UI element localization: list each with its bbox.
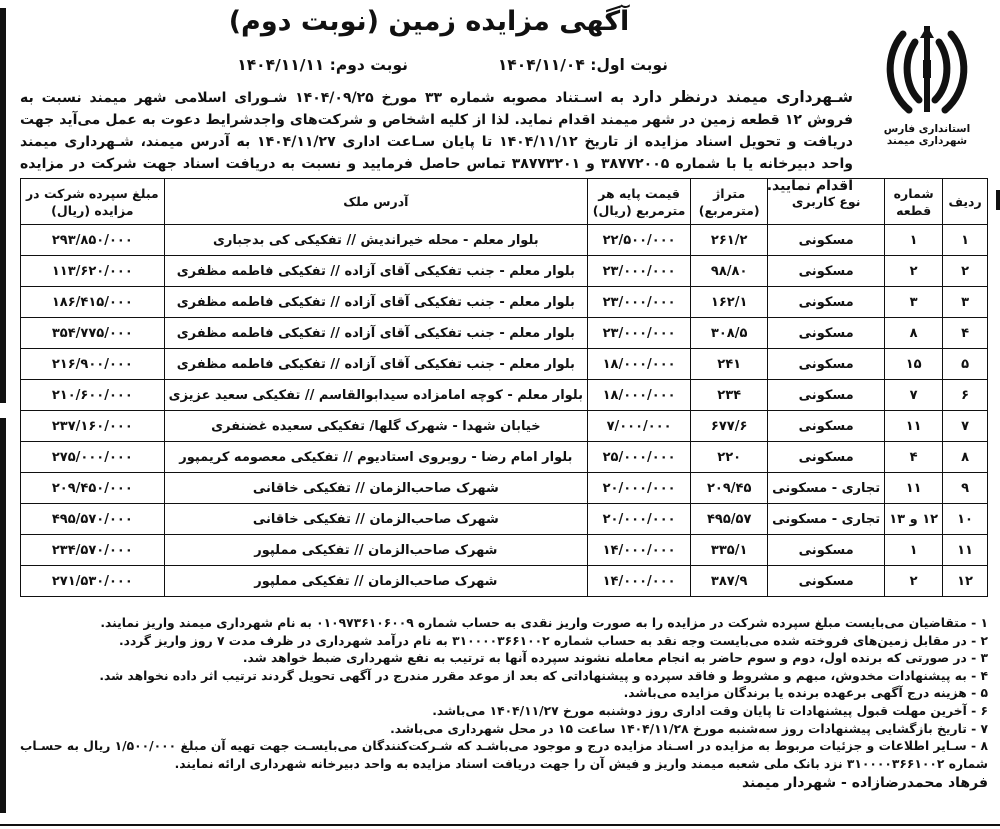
cell-area: ۲۶۱/۲ xyxy=(691,225,768,256)
cell-usage: تجاری - مسکونی xyxy=(768,504,885,535)
cell-usage: مسکونی xyxy=(768,225,885,256)
cell-area: ۶۷۷/۶ xyxy=(691,411,768,442)
cell-parcel: ۳ xyxy=(885,287,943,318)
condition-item: ۳ - در صورتی که برنده اول، دوم و سوم حاضر به انجام معامله نشوند سپرده آنها به ترتیب به نفع شهرداری ضبط خواهد شد. xyxy=(242,651,988,666)
notice-title: آگهی مزایده زمین (نوبت دوم) xyxy=(228,6,630,37)
left-border-bar xyxy=(0,8,6,403)
table-row xyxy=(21,535,988,566)
publication-dates xyxy=(60,56,838,84)
conditions-list xyxy=(20,615,988,793)
left-border-bar xyxy=(0,418,6,813)
cell-parcel: ۱۲ و ۱۳ xyxy=(885,504,943,535)
header-row-number: ردیف xyxy=(943,179,988,225)
header-address: آدرس ملک xyxy=(164,179,587,225)
cell-deposit: ۲۰۹/۴۵۰/۰۰۰ xyxy=(21,473,165,504)
emblem-caption-municipality: شهرداری میمند xyxy=(886,135,968,147)
cell-parcel: ۱۵ xyxy=(885,349,943,380)
table-row xyxy=(21,442,988,473)
table-header-row xyxy=(21,179,988,225)
cell-area: ۱۶۲/۱ xyxy=(691,287,768,318)
cell-area: ۹۸/۸۰ xyxy=(691,256,768,287)
cell-address: بلوار معلم - محله خیراندیش // تفکیکی کی بدجباری xyxy=(164,225,587,256)
cell-parcel: ۲ xyxy=(885,256,943,287)
cell-address: بلوار امام رضا - روبروی استادیوم // تفکیکی معصومه کریمپور xyxy=(164,442,587,473)
cell-deposit: ۴۹۵/۵۷۰/۰۰۰ xyxy=(21,504,165,535)
header-parcel-number: شماره قطعه xyxy=(885,179,943,225)
cell-address: خیابان شهدا - شهرک گلها/ تفکیکی سعیده غضنفری xyxy=(164,411,587,442)
right-edge-mark xyxy=(996,190,1000,210)
cell-deposit: ۱۱۳/۶۲۰/۰۰۰ xyxy=(21,256,165,287)
cell-row: ۳ xyxy=(943,287,988,318)
table-row xyxy=(21,256,988,287)
cell-deposit: ۲۹۳/۸۵۰/۰۰۰ xyxy=(21,225,165,256)
cell-price: ۱۸/۰۰۰/۰۰۰ xyxy=(588,380,691,411)
table-row xyxy=(21,349,988,380)
cell-area: ۴۹۵/۵۷ xyxy=(691,504,768,535)
condition-item: ۶ - آخرین مهلت قبول پیشنهادات تا پایان وقت اداری روز دوشنبه مورخ ۱۴۰۴/۱۱/۲۷ می‌باشد. xyxy=(432,703,988,718)
cell-usage: مسکونی xyxy=(768,535,885,566)
cell-price: ۱۴/۰۰۰/۰۰۰ xyxy=(588,566,691,597)
first-turn-date: نوبت اول: ۱۴۰۴/۱۱/۰۴ xyxy=(497,56,668,74)
cell-parcel: ۷ xyxy=(885,380,943,411)
cell-area: ۳۳۵/۱ xyxy=(691,535,768,566)
cell-deposit: ۲۱۶/۹۰۰/۰۰۰ xyxy=(21,349,165,380)
cell-address: شهرک صاحب‌الزمان // تفکیکی خاقانی xyxy=(164,473,587,504)
table-row xyxy=(21,411,988,442)
cell-row: ۱۱ xyxy=(943,535,988,566)
cell-price: ۱۴/۰۰۰/۰۰۰ xyxy=(588,535,691,566)
cell-usage: تجاری - مسکونی xyxy=(768,473,885,504)
table-row xyxy=(21,566,988,597)
cell-parcel: ۱۱ xyxy=(885,411,943,442)
cell-row: ۲ xyxy=(943,256,988,287)
cell-price: ۲۰/۰۰۰/۰۰۰ xyxy=(588,504,691,535)
cell-parcel: ۱ xyxy=(885,225,943,256)
cell-price: ۲۳/۰۰۰/۰۰۰ xyxy=(588,287,691,318)
table-row xyxy=(21,287,988,318)
cell-usage: مسکونی xyxy=(768,318,885,349)
cell-area: ۲۰۹/۴۵ xyxy=(691,473,768,504)
parcels-table xyxy=(20,178,988,597)
condition-item: ۸ - سـایر اطلاعات و جزئیات مربوط به مزایده در اسـناد مزایده درج و موجود می‌باشـد که شـرکت‌کنندگان می‌بایسـت جهت تهیه آن مبلغ ۱/۵۰۰/۰۰۰ ریال به حسـاب شماره ۳۱۰۰۰۰۳۶۶۱۰۰۲ نزد بانک ملی شعبه میمند واریز و فیش آن را جهت دریافت اسناد مزایده به واحد دبیرخانه شهرداری ارائه نمایند. xyxy=(20,739,988,771)
second-turn-date: نوبت دوم: ۱۴۰۴/۱۱/۱۱ xyxy=(237,56,408,74)
cell-deposit: ۲۱۰/۶۰۰/۰۰۰ xyxy=(21,380,165,411)
cell-address: بلوار معلم - جنب تفکیکی آقای آزاده // تفکیکی فاطمه مظفری xyxy=(164,287,587,318)
cell-deposit: ۲۳۷/۱۶۰/۰۰۰ xyxy=(21,411,165,442)
table-row xyxy=(21,504,988,535)
cell-usage: مسکونی xyxy=(768,411,885,442)
emblem-caption-province: استانداری فارس xyxy=(883,123,971,135)
condition-item: ۱ - متقاضیان می‌بایست مبلغ سپرده شرکت در مزایده را به صورت واریز نقدی به حساب شماره ۰۱۰۹۷۳۶۱۰۶۰۰۹ به نام شهرداری میمند واریز نمایند. xyxy=(100,616,988,630)
cell-price: ۲۳/۰۰۰/۰۰۰ xyxy=(588,318,691,349)
table-row xyxy=(21,318,988,349)
condition-item: ۲ - در مقابل زمین‌های فروخته شده می‌بایست وجه نقد به حساب شماره ۳۱۰۰۰۰۳۶۶۱۰۰۲ به نام درآمد شهرداری در ظرف مدت ۷ روز واریز گردد. xyxy=(118,633,988,648)
cell-area: ۳۰۸/۵ xyxy=(691,318,768,349)
cell-deposit: ۲۳۴/۵۷۰/۰۰۰ xyxy=(21,535,165,566)
cell-address: بلوار معلم - جنب تفکیکی آقای آزاده // تفکیکی فاطمه مظفری xyxy=(164,318,587,349)
cell-parcel: ۴ xyxy=(885,442,943,473)
cell-usage: مسکونی xyxy=(768,442,885,473)
cell-deposit: ۲۷۱/۵۳۰/۰۰۰ xyxy=(21,566,165,597)
cell-area: ۳۸۷/۹ xyxy=(691,566,768,597)
cell-row: ۵ xyxy=(943,349,988,380)
header-deposit: مبلغ سپرده شرکت در مزایده (ریال) xyxy=(21,179,165,225)
cell-row: ۱ xyxy=(943,225,988,256)
cell-row: ۴ xyxy=(943,318,988,349)
cell-row: ۷ xyxy=(943,411,988,442)
cell-parcel: ۱۱ xyxy=(885,473,943,504)
condition-item: ۵ - هزینه درج آگهی برعهده برنده یا برندگان مزایده می‌باشد. xyxy=(623,686,988,701)
table-row xyxy=(21,380,988,411)
header-base-price: قیمت پایه هر مترمربع (ریال) xyxy=(588,179,691,225)
cell-area: ۲۲۰ xyxy=(691,442,768,473)
cell-address: بلوار معلم - جنب تفکیکی آقای آزاده // تفکیکی فاطمه مظفری xyxy=(164,256,587,287)
cell-usage: مسکونی xyxy=(768,566,885,597)
cell-usage: مسکونی xyxy=(768,380,885,411)
cell-parcel: ۲ xyxy=(885,566,943,597)
cell-address: شهرک صاحب‌الزمان // تفکیکی مملپور xyxy=(164,535,587,566)
cell-area: ۲۴۱ xyxy=(691,349,768,380)
table-row xyxy=(21,225,988,256)
cell-row: ۱۲ xyxy=(943,566,988,597)
header-area: متراژ (مترمربع) xyxy=(691,179,768,225)
intro-lead: شـهرداری میمند درنظر دارد xyxy=(631,88,854,106)
cell-address: بلوار معلم - جنب تفکیکی آقای آزاده // تفکیکی فاطمه مظفری xyxy=(164,349,587,380)
cell-row: ۶ xyxy=(943,380,988,411)
table-row xyxy=(21,473,988,504)
bottom-rule xyxy=(0,824,1000,826)
cell-price: ۱۸/۰۰۰/۰۰۰ xyxy=(588,349,691,380)
cell-usage: مسکونی xyxy=(768,349,885,380)
cell-address: شهرک صاحب‌الزمان // تفکیکی خاقانی xyxy=(164,504,587,535)
condition-item: ۴ - به پیشنهادات مخدوش، مبهم و مشروط و فاقد سپرده و پیشنهاداتی که بعد از موعد مقرر مندرج در آگهی تحویل گردند ترتیب اثر داده نخواهد شد. xyxy=(99,668,988,683)
cell-deposit: ۱۸۶/۴۱۵/۰۰۰ xyxy=(21,287,165,318)
cell-parcel: ۱ xyxy=(885,535,943,566)
cell-price: ۷/۰۰۰/۰۰۰ xyxy=(588,411,691,442)
cell-parcel: ۸ xyxy=(885,318,943,349)
cell-row: ۸ xyxy=(943,442,988,473)
condition-item: ۷ - تاریخ بازگشایی پیشنهادات روز سه‌شنبه مورخ ۱۴۰۴/۱۱/۲۸ ساعت ۱۵ در محل شهرداری می‌باشد. xyxy=(390,721,988,736)
cell-deposit: ۲۷۵/۰۰۰/۰۰۰ xyxy=(21,442,165,473)
cell-address: شهرک صاحب‌الزمان // تفکیکی مملپور xyxy=(164,566,587,597)
notice-header xyxy=(20,6,988,194)
header-usage: نوع کاربری xyxy=(768,179,885,225)
cell-row: ۹ xyxy=(943,473,988,504)
cell-usage: مسکونی xyxy=(768,256,885,287)
cell-area: ۲۳۴ xyxy=(691,380,768,411)
iran-emblem-icon xyxy=(879,20,975,120)
cell-price: ۲۵/۰۰۰/۰۰۰ xyxy=(588,442,691,473)
emblem-block xyxy=(868,20,986,170)
cell-row: ۱۰ xyxy=(943,504,988,535)
signature: فرهاد محمدرضازاده - شهردار میمند xyxy=(741,775,988,792)
cell-usage: مسکونی xyxy=(768,287,885,318)
intro-body: به اسـتناد مصوبه شماره ۳۳ مورخ ۱۴۰۴/۰۹/۲۵ شـورای اسلامی شهر میمند نسبت به فروش ۱۲ قطعه زمین در شهر میمند اقدام نماید. لذا از کلیه اشخاص و شرکت‌های واجدشرایط دعوت به عمل می‌آید جهت دریافت و تحویل اسناد مزایده از تاریخ ۱۴۰۴/۱۱/۱۲ تا پایان سـاعت اداری ۱۴۰۴/۱۱/۲۷ به آدرس میمند، شـهرداری میمند واحد دبیرخانه یا با شماره ۳۸۷۷۲۰۰۵ و ۳۸۷۷۳۲۰۱ تماس حاصل فرمایید و نسبت به دریافت اسناد جهت شرکت در مزایده اقدام نمایید. xyxy=(20,90,853,194)
cell-address: بلوار معلم - کوچه امامزاده سیدابوالقاسم // تفکیکی سعید عزیزی xyxy=(164,380,587,411)
cell-deposit: ۳۵۴/۷۷۵/۰۰۰ xyxy=(21,318,165,349)
cell-price: ۲۳/۰۰۰/۰۰۰ xyxy=(588,256,691,287)
cell-price: ۲۲/۵۰۰/۰۰۰ xyxy=(588,225,691,256)
cell-price: ۲۰/۰۰۰/۰۰۰ xyxy=(588,473,691,504)
